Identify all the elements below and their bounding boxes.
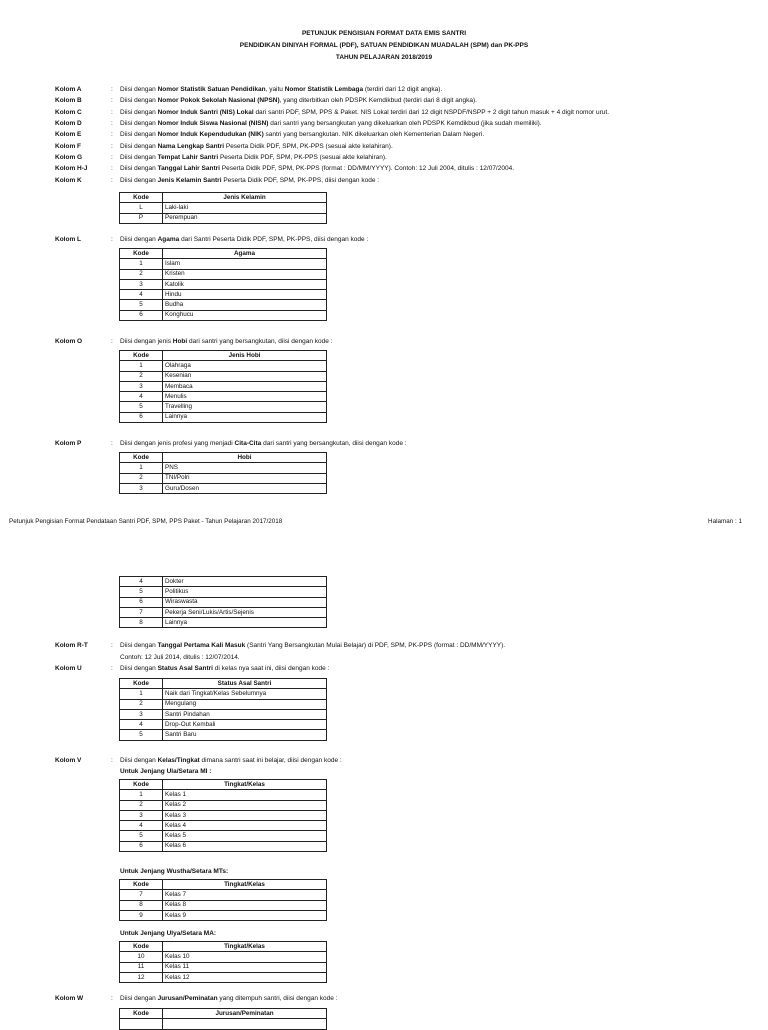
kolom-l-label: Kolom L [55, 236, 81, 243]
kolom-p-desc: Diisi dengan jenis profesi yang menjadi Cita-Cita dari santri yang bersangkutan, diisi dengan kode : [120, 440, 407, 447]
table-cita-cita [119, 452, 327, 494]
cell-label: Guru/Dosen [163, 483, 327, 493]
kolom-rt-desc: Diisi dengan Tanggal Pertama Kali Masuk (Santri Yang Bersangkutan Mulai Belajar) di PDF, SPM, PK-PPS (format : DD/MM/YYYY). [120, 642, 506, 649]
separator-colon: : [111, 177, 113, 184]
cell-kode: 10 [120, 952, 163, 962]
table-row [120, 203, 327, 213]
cell-kode: 4 [120, 821, 163, 831]
kolom-label: Kolom D [55, 120, 82, 127]
cell-kode: 11 [120, 962, 163, 972]
table-hobi [119, 350, 327, 423]
table-row [120, 412, 327, 422]
kolom-label: Kolom E [55, 131, 82, 138]
cell-kode: 8 [120, 900, 163, 910]
table-header-kode: Kode [120, 249, 163, 259]
table-row [120, 371, 327, 381]
separator-colon: : [111, 97, 113, 104]
separator-colon: : [111, 143, 113, 150]
separator-colon: : [111, 86, 113, 93]
separator-colon: : [111, 120, 113, 127]
cell-kode: 2 [120, 269, 163, 279]
kolom-l-desc: Diisi dengan Agama dari Santri Peserta Didik PDF, SPM, PK-PPS, diisi dengan kode : [120, 236, 369, 243]
cell-label: Kelas 7 [163, 890, 327, 900]
cell-label: Islam [163, 259, 327, 269]
cell-label: PNS [163, 463, 327, 473]
cell-label: Konghucu [163, 310, 327, 320]
kolom-label: Kolom G [55, 154, 83, 161]
table-row [120, 730, 327, 740]
table-header-kode: Kode [120, 453, 163, 463]
cell-label: Kelas 6 [163, 841, 327, 851]
table-jurusan [119, 1008, 327, 1030]
table-row [120, 821, 327, 831]
table-agama [119, 248, 327, 321]
cell-kode: 1 [120, 689, 163, 699]
cell-label: Naik dari Tingkat/Kelas Sebelumnya [163, 689, 327, 699]
kolom-rt-example: Contoh: 12 Juli 2014, ditulis : 12/07/2014. [120, 654, 240, 661]
table-header-kode: Kode [120, 942, 163, 952]
cell-kode: 3 [120, 709, 163, 719]
subtitle-wustha: Untuk Jenjang Wustha/Setara MTs: [120, 868, 229, 875]
cell-kode: P [120, 213, 163, 223]
cell-label: Kelas 9 [163, 910, 327, 920]
kolom-w-desc: Diisi dengan Jurusan/Peminatan yang ditempuh santri, diisi dengan kode : [120, 995, 338, 1002]
kolom-label: Kolom F [55, 143, 81, 150]
cell-kode: 1 [120, 790, 163, 800]
table-header-label: Jurusan/Peminatan [163, 1009, 327, 1019]
table-row [120, 618, 327, 628]
separator-colon: : [111, 665, 113, 672]
cell-label: Politikus [163, 587, 327, 597]
kolom-p-label: Kolom P [55, 440, 82, 447]
separator-colon: : [111, 236, 113, 243]
cell-kode: 6 [120, 841, 163, 851]
cell-label: Perempuan [163, 213, 327, 223]
separator-colon: : [111, 131, 113, 138]
cell-label: Kesenian [163, 371, 327, 381]
cell-kode: 12 [120, 972, 163, 982]
kolom-desc: Diisi dengan Nomor Pokok Sekolah Nasional (NPSN), yang diterbitkan oleh PDSPK Kemdikbud (terdiri dari 8 digit angka). [120, 97, 477, 104]
kolom-w-label: Kolom W [55, 995, 84, 1002]
doc-title-line1: PETUNJUK PENGISIAN FORMAT DATA EMIS SANTRI [301, 30, 467, 37]
cell-kode: 3 [120, 279, 163, 289]
table-row [120, 709, 327, 719]
table-header-label: Status Asal Santri [163, 679, 327, 689]
cell-label: Santri Baru [163, 730, 327, 740]
kolom-label: Kolom B [55, 97, 82, 104]
cell-kode: 7 [120, 890, 163, 900]
table-header-label: Tingkat/Kelas [163, 880, 327, 890]
table-row [120, 259, 327, 269]
kolom-label: Kolom C [55, 109, 82, 116]
table-row [120, 910, 327, 920]
kolom-v-label: Kolom V [55, 757, 82, 764]
table-row [120, 810, 327, 820]
kolom-label: Kolom H-J [55, 165, 88, 172]
cell-kode: 4 [120, 577, 163, 587]
cell-label: Kristen [163, 269, 327, 279]
cell-label: TNI/Polri [163, 473, 327, 483]
cell-label: Kelas 2 [163, 800, 327, 810]
cell-kode: 7 [120, 607, 163, 617]
separator-colon: : [111, 109, 113, 116]
table-jenis-kelamin [119, 192, 327, 224]
separator-colon: : [111, 165, 113, 172]
table-header-kode: Kode [120, 351, 163, 361]
table-row [120, 269, 327, 279]
table-header-kode: Kode [120, 1009, 163, 1019]
kolom-desc: Diisi dengan Nomor Induk Santri (NIS) Lokal dari santri PDF, SPM, PPS & Paket. NIS Lokal terdiri dari 12 digit NSPDF/NSPP + 2 digit tahun masuk + 4 digit nomor urut. [120, 109, 610, 116]
cell-kode: 2 [120, 800, 163, 810]
cell-label: Katolik [163, 279, 327, 289]
table-header-label: Tingkat/Kelas [163, 780, 327, 790]
doc-title-line2: PENDIDIKAN DINIYAH FORMAL (PDF), SATUAN PENDIDIKAN MUADALAH (SPM) dan PK-PPS [239, 42, 529, 49]
cell-label: Lainnya [163, 618, 327, 628]
table-status-asal [119, 678, 327, 741]
cell-label: Kelas 1 [163, 790, 327, 800]
cell-kode: 2 [120, 473, 163, 483]
separator-colon: : [111, 757, 113, 764]
page-footer-text: Petunjuk Pengisian Format Pendataan Santri PDF, SPM, PPS Paket - Tahun Pelajaran 2017/2018 [9, 518, 283, 525]
separator-colon: : [111, 440, 113, 447]
cell-kode: 6 [120, 310, 163, 320]
cell-kode: 8 [120, 618, 163, 628]
table-cita-cita-continued [119, 576, 327, 628]
table-row [120, 310, 327, 320]
doc-title-line3: TAHUN PELAJARAN 2018/2019 [335, 54, 433, 61]
table-row [120, 483, 327, 493]
subtitle-ulya: Untuk Jenjang Ulya/Setara MA: [120, 930, 217, 937]
cell-kode: 3 [120, 810, 163, 820]
table-header-kode: Kode [120, 193, 163, 203]
cell-kode: 3 [120, 381, 163, 391]
cell-label: Drop-Out Kembali [163, 720, 327, 730]
table-row [120, 800, 327, 810]
cell-kode: 9 [120, 910, 163, 920]
cell-kode: 5 [120, 831, 163, 841]
cell-label: Kelas 4 [163, 821, 327, 831]
table-row [120, 952, 327, 962]
table-row [120, 720, 327, 730]
kolom-o-label: Kolom O [55, 338, 83, 345]
separator-colon: : [111, 995, 113, 1002]
table-header-kode: Kode [120, 679, 163, 689]
cell-label: Dokter [163, 577, 327, 587]
table-row [120, 890, 327, 900]
table-row [120, 402, 327, 412]
cell-label: Lainnya [163, 412, 327, 422]
table-header-kode: Kode [120, 780, 163, 790]
kolom-v-desc: Diisi dengan Kelas/Tingkat dimana santri saat ini belajar, diisi dengan kode : [120, 757, 342, 764]
table-header-label: Jenis Hobi [163, 351, 327, 361]
table-row [120, 473, 327, 483]
cell-label: Menulis [163, 392, 327, 402]
cell-kode: 5 [120, 300, 163, 310]
cell-kode: 4 [120, 392, 163, 402]
table-kelas-ula [119, 779, 327, 852]
cell-kode: 1 [120, 361, 163, 371]
table-header-label: Hobi [163, 453, 327, 463]
cell-kode: 2 [120, 371, 163, 381]
cell-label: Kelas 12 [163, 972, 327, 982]
table-row [120, 577, 327, 587]
kolom-label: Kolom A [55, 86, 82, 93]
table-row [120, 689, 327, 699]
kolom-desc: Diisi dengan Nama Lengkap Santri Peserta Didik PDF, SPM, PK-PPS (sesuai akte kelahiran). [120, 143, 393, 150]
table-row [120, 279, 327, 289]
kolom-rt-label: Kolom R-T [55, 642, 88, 649]
table-row [120, 213, 327, 223]
kolom-desc: Diisi dengan Nomor Induk Siswa Nasional (NISN) dari santri yang bersangkutan yang dikeluarkan oleh PDSPK Kemdikbud (jika sudah memiliki). [120, 120, 542, 127]
cell-kode: 4 [120, 720, 163, 730]
table-row [120, 699, 327, 709]
table-row [120, 790, 327, 800]
cell-label: Wiraswasta [163, 597, 327, 607]
kolom-desc: Diisi dengan Nomor Induk Kependudukan (NIK) santri yang bersangkutan. NIK dikeluarkan oleh Kementerian Dalam Negeri. [120, 131, 485, 138]
kolom-desc: Diisi dengan Tempat Lahir Santri Peserta Didik PDF, SPM, PK-PPS (sesuai akte kelahiran). [120, 154, 387, 161]
table-row [120, 607, 327, 617]
cell-kode: 3 [120, 483, 163, 493]
table-row [120, 900, 327, 910]
cell-label: Membaca [163, 381, 327, 391]
cell-kode: 5 [120, 587, 163, 597]
kolom-u-label: Kolom U [55, 665, 82, 672]
table-header-label: Jenis Kelamin [163, 193, 327, 203]
cell-label: Santri Pindahan [163, 709, 327, 719]
page-number: Halaman : 1 [708, 518, 742, 525]
kolom-u-desc: Diisi dengan Status Asal Santri di kelas nya saat ini, diisi dengan kode : [120, 665, 330, 672]
table-row [120, 597, 327, 607]
kolom-o-desc: Diisi dengan jenis Hobi dari santri yang bersangkutan, diisi dengan kode : [120, 338, 333, 345]
cell-label: Travelling [163, 402, 327, 412]
table-row [120, 587, 327, 597]
separator-colon: : [111, 642, 113, 649]
cell-kode: L [120, 203, 163, 213]
cell-kode: 4 [120, 290, 163, 300]
cell-label: Kelas 10 [163, 952, 327, 962]
table-row [120, 962, 327, 972]
cell-label: Kelas 3 [163, 810, 327, 820]
separator-colon: : [111, 338, 113, 345]
cell-kode: 5 [120, 730, 163, 740]
separator-colon: : [111, 154, 113, 161]
cell-kode: 1 [120, 259, 163, 269]
kolom-desc: Diisi dengan Jenis Kelamin Santri Peserta Didik PDF, SPM, PK-PPS, diisi dengan kode : [120, 177, 380, 184]
cell-label: Laki-laki [163, 203, 327, 213]
table-row [120, 300, 327, 310]
cell-label: Pekerja Seni/Lukis/Artis/Sejenis [163, 607, 327, 617]
table-row [120, 290, 327, 300]
cell-label: Kelas 8 [163, 900, 327, 910]
table-header-label: Agama [163, 249, 327, 259]
table-header-label: Tingkat/Kelas [163, 942, 327, 952]
table-row [120, 361, 327, 371]
table-kelas-wustha [119, 879, 327, 921]
cell-kode: 1 [120, 463, 163, 473]
cell-label: Hindu [163, 290, 327, 300]
cell-label: Mengulang [163, 699, 327, 709]
cell-kode: 2 [120, 699, 163, 709]
table-row [120, 381, 327, 391]
kolom-desc: Diisi dengan Tanggal Lahir Santri Peserta Didik PDF, SPM, PK-PPS (format : DD/MM/YYYY). Contoh: 12 Juli 2004, ditulis : 12/07/2004. [120, 165, 515, 172]
cell-label: Olahraga [163, 361, 327, 371]
subtitle-ula: Untuk Jenjang Ula/Setara MI : [120, 768, 212, 775]
cell-kode: 6 [120, 412, 163, 422]
table-row [120, 463, 327, 473]
cell-label: Budha [163, 300, 327, 310]
table-row [120, 841, 327, 851]
table-row [120, 831, 327, 841]
table-kelas-ulya [119, 941, 327, 983]
cell-label: Kelas 5 [163, 831, 327, 841]
kolom-desc: Diisi dengan Nomor Statistik Satuan Pendidikan, yaitu Nomor Statistik Lembaga (terdiri dari 12 digit angka). [120, 86, 443, 93]
table-row [120, 392, 327, 402]
table-header-kode: Kode [120, 880, 163, 890]
cell-label: Kelas 11 [163, 962, 327, 972]
kolom-label: Kolom K [55, 177, 82, 184]
table-row [120, 972, 327, 982]
cell-kode: 6 [120, 597, 163, 607]
cell-kode: 5 [120, 402, 163, 412]
